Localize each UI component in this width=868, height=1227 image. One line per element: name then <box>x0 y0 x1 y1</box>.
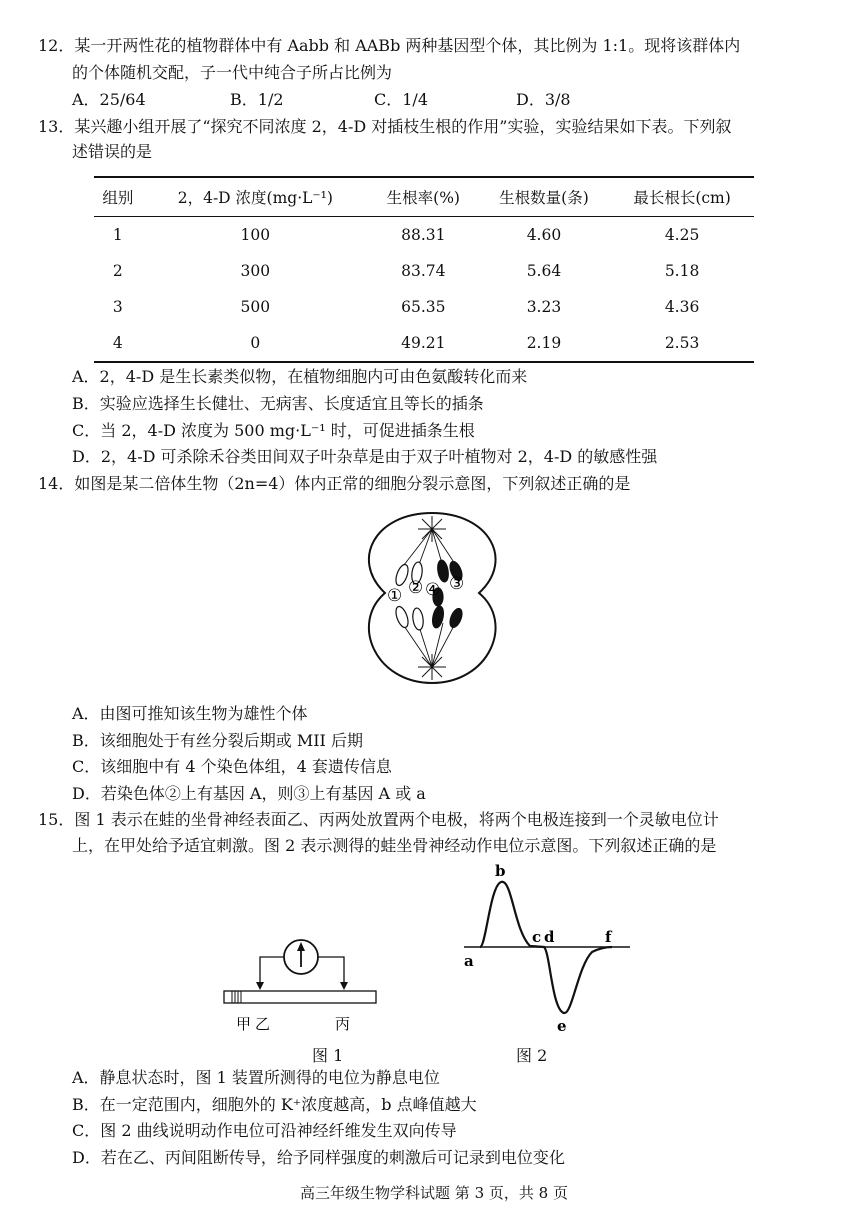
cell: 300 <box>240 262 271 280</box>
point-f: f <box>605 928 612 946</box>
q15-option-c: C．图 2 曲线说明动作电位可沿神经纤维发生双向传导 <box>72 1121 457 1140</box>
cell: 0 <box>142 325 369 362</box>
spindle-bottom <box>400 620 457 667</box>
figure2-caption: 图 2 <box>516 1046 548 1065</box>
q12-option-a: A．25/64 <box>72 90 146 109</box>
cell: 4 <box>94 325 142 362</box>
cell: 5.64 <box>526 262 562 280</box>
figure2-action-potential <box>460 860 632 1035</box>
q12-option-d: D．3/8 <box>516 90 571 109</box>
header-concentration: 2，4-D 浓度(mg·L⁻¹) <box>142 177 369 217</box>
point-c: c <box>532 928 542 946</box>
figure1-caption: 图 1 <box>312 1046 344 1065</box>
cell: 2.53 <box>610 325 754 362</box>
header-group: 组别 <box>94 177 142 217</box>
cell: 500 <box>240 298 271 316</box>
cell: 4.36 <box>664 298 700 316</box>
table-row <box>94 217 754 254</box>
q12-stem-line1: 12．某一开两性花的植物群体中有 Aabb 和 AABb 两种基因型个体，其比例为 1:1。现将该群体内 <box>38 36 741 55</box>
header-root-count: 生根数量(条) <box>478 177 610 217</box>
sciatic-nerve <box>224 991 376 1003</box>
cell: 3 <box>112 298 123 316</box>
point-e: e <box>557 1017 567 1035</box>
point-a: a <box>464 952 474 970</box>
label-chromosome-3: ③ <box>449 574 465 594</box>
q15-stem-line2: 上，在甲处给予适宜刺激。图 2 表示测得的蛙坐骨神经动作电位示意图。下列叙述正确的是 <box>72 836 717 855</box>
point-d: d <box>544 928 555 946</box>
cell-division-figure <box>355 505 510 690</box>
point-b: b <box>495 862 506 880</box>
q13-stem-line2: 述错误的是 <box>72 142 153 161</box>
q13-option-b: B．实验应选择生长健壮、无病害、长度适宜且等长的插条 <box>72 394 484 413</box>
q13-option-d: D．2，4-D 可杀除禾谷类田间双子叶杂草是由于双子叶植物对 2，4-D 的敏感性强 <box>72 447 658 466</box>
q15-option-b: B．在一定范围内，细胞外的 K⁺浓度越高，b 点峰值越大 <box>72 1095 477 1114</box>
cell: 3.23 <box>526 298 562 316</box>
cell: 2.19 <box>478 325 610 362</box>
label-chromosome-2: ② <box>408 578 424 598</box>
table-row <box>94 253 754 289</box>
q13-option-a: A．2，4-D 是生长素类似物，在植物细胞内可由色氨酸转化而来 <box>72 367 528 386</box>
q13-results-table <box>94 176 754 363</box>
figure1-nerve-setup <box>218 922 384 1034</box>
label-chromosome-1: ① <box>387 586 403 606</box>
q13-stem-line1: 13．某兴趣小组开展了“探究不同浓度 2，4-D 对插枝生根的作用”实验，实验结果如下表。下列叙 <box>38 117 732 136</box>
q14-option-c: C．该细胞中有 4 个染色体组，4 套遗传信息 <box>72 757 392 776</box>
cell: 2 <box>112 262 123 280</box>
cell: 49.21 <box>369 325 478 362</box>
label-chromosome-4: ④ <box>425 580 441 600</box>
label-yi: 乙 <box>255 1015 271 1033</box>
cell: 83.74 <box>401 262 446 280</box>
q12-stem-line2: 的个体随机交配，子一代中纯合子所占比例为 <box>72 63 393 82</box>
q13-option-c: C．当 2，4-D 浓度为 500 mg·L⁻¹ 时，可促进插条生根 <box>72 421 475 440</box>
q12-option-c: C．1/4 <box>374 90 428 109</box>
cell: 5.18 <box>664 262 700 280</box>
q15-option-a: A．静息状态时，图 1 装置所测得的电位为静息电位 <box>72 1068 440 1087</box>
table-header-row <box>94 177 754 217</box>
table-row <box>94 325 754 362</box>
q14-option-b: B．该细胞处于有丝分裂后期或 MII 后期 <box>72 731 363 750</box>
q12-option-b: B．1/2 <box>230 90 284 109</box>
cell: 65.35 <box>401 298 446 316</box>
q14-option-a: A．由图可推知该生物为雄性个体 <box>72 704 308 723</box>
cell: 1 <box>112 226 123 244</box>
header-max-root-length: 最长根长(cm) <box>610 177 754 217</box>
spindle-top <box>400 529 457 570</box>
q15-option-d: D．若在乙、丙间阻断传导，给予同样强度的刺激后可记录到电位变化 <box>72 1148 565 1167</box>
cell: 88.31 <box>401 226 446 244</box>
label-jia: 甲 <box>236 1015 252 1033</box>
q14-option-d: D．若染色体②上有基因 A，则③上有基因 A 或 a <box>72 784 426 803</box>
table-row <box>94 289 754 325</box>
page-footer: 高三年级生物学科试题 第 3 页，共 8 页 <box>300 1184 568 1202</box>
q15-stem-line1: 15．图 1 表示在蛙的坐骨神经表面乙、丙两处放置两个电极，将两个电极连接到一个灵敏电位计 <box>38 810 719 829</box>
header-rooting-rate: 生根率(%) <box>369 177 478 217</box>
cell: 4.60 <box>526 226 562 244</box>
cell: 100 <box>240 226 271 244</box>
label-bing: 丙 <box>335 1015 351 1033</box>
cell: 4.25 <box>664 226 700 244</box>
q14-stem: 14．如图是某二倍体生物（2n=4）体内正常的细胞分裂示意图，下列叙述正确的是 <box>38 474 631 493</box>
